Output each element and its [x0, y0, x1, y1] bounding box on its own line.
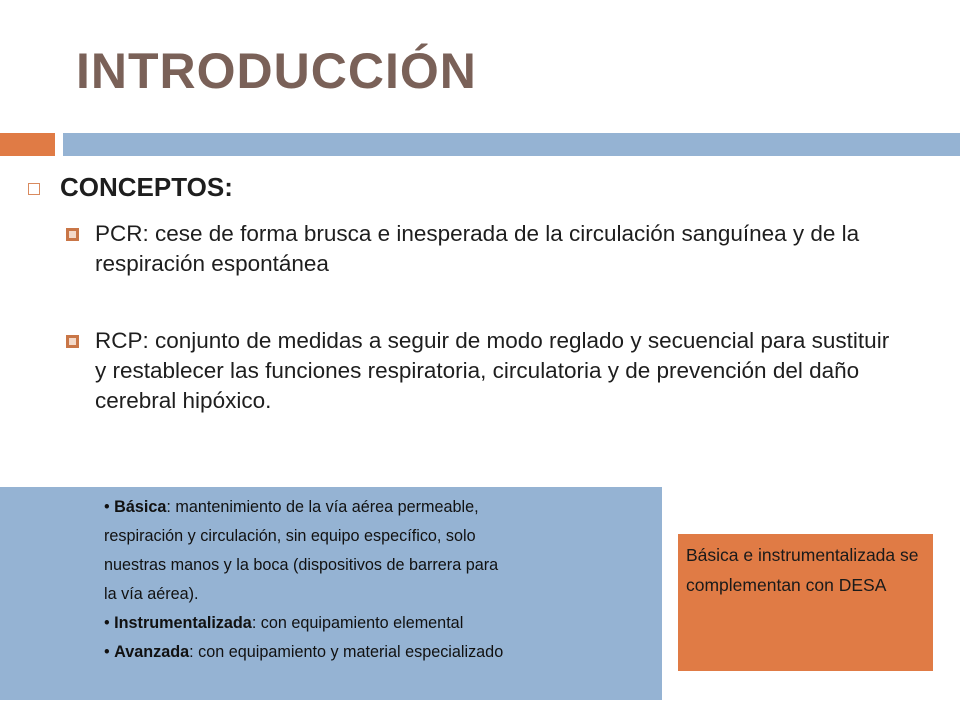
bullet-dot: • — [104, 498, 110, 516]
basica-line-1 — [104, 493, 650, 522]
basica-line-3: nuestras manos y la boca (dispositivos de barrera para — [104, 556, 499, 574]
square-bullet-icon — [28, 183, 40, 195]
avanzada-text: : con equipamiento y material especializado — [189, 643, 504, 661]
avanzada-line — [104, 638, 650, 667]
accent-bar-orange — [0, 133, 55, 156]
slide-title: INTRODUCCIÓN — [76, 43, 477, 99]
basica-line-4: la vía aérea). — [104, 585, 199, 603]
filled-square-bullet-icon — [66, 335, 79, 348]
basica-term: Básica — [114, 498, 167, 516]
bullet-item-rcp — [66, 326, 896, 416]
instrumentalizada-line — [104, 609, 650, 638]
instrumentalizada-term: Instrumentalizada — [114, 614, 252, 632]
instrumentalizada-text: : con equipamiento elemental — [251, 614, 464, 632]
avanzada-term: Avanzada — [114, 643, 190, 661]
rcp-types-box — [0, 487, 662, 700]
section-heading: CONCEPTOS: — [60, 172, 233, 202]
section-heading-item — [28, 172, 233, 203]
basica-text: : mantenimiento de la vía aérea permeable, — [166, 498, 479, 516]
accent-bar-blue — [63, 133, 960, 156]
bullet-text-pcr: PCR: cese de forma brusca e inesperada de la circulación sanguínea y de la respiración espontánea — [95, 221, 860, 276]
filled-square-bullet-icon — [66, 228, 79, 241]
basica-line-2: respiración y circulación, sin equipo específico, solo — [104, 527, 476, 545]
bullet-text-rcp: RCP: conjunto de medidas a seguir de modo reglado y secuencial para sustituir y restablecer las funciones respiratoria, circulatoria y de prevención del daño cerebral hipóxico. — [95, 328, 890, 413]
desa-note-box: Básica e instrumentalizada se complementan con DESA — [678, 534, 933, 671]
bullet-dot: • — [104, 643, 110, 661]
bullet-dot: • — [104, 614, 110, 632]
bullet-item-pcr — [66, 219, 896, 279]
